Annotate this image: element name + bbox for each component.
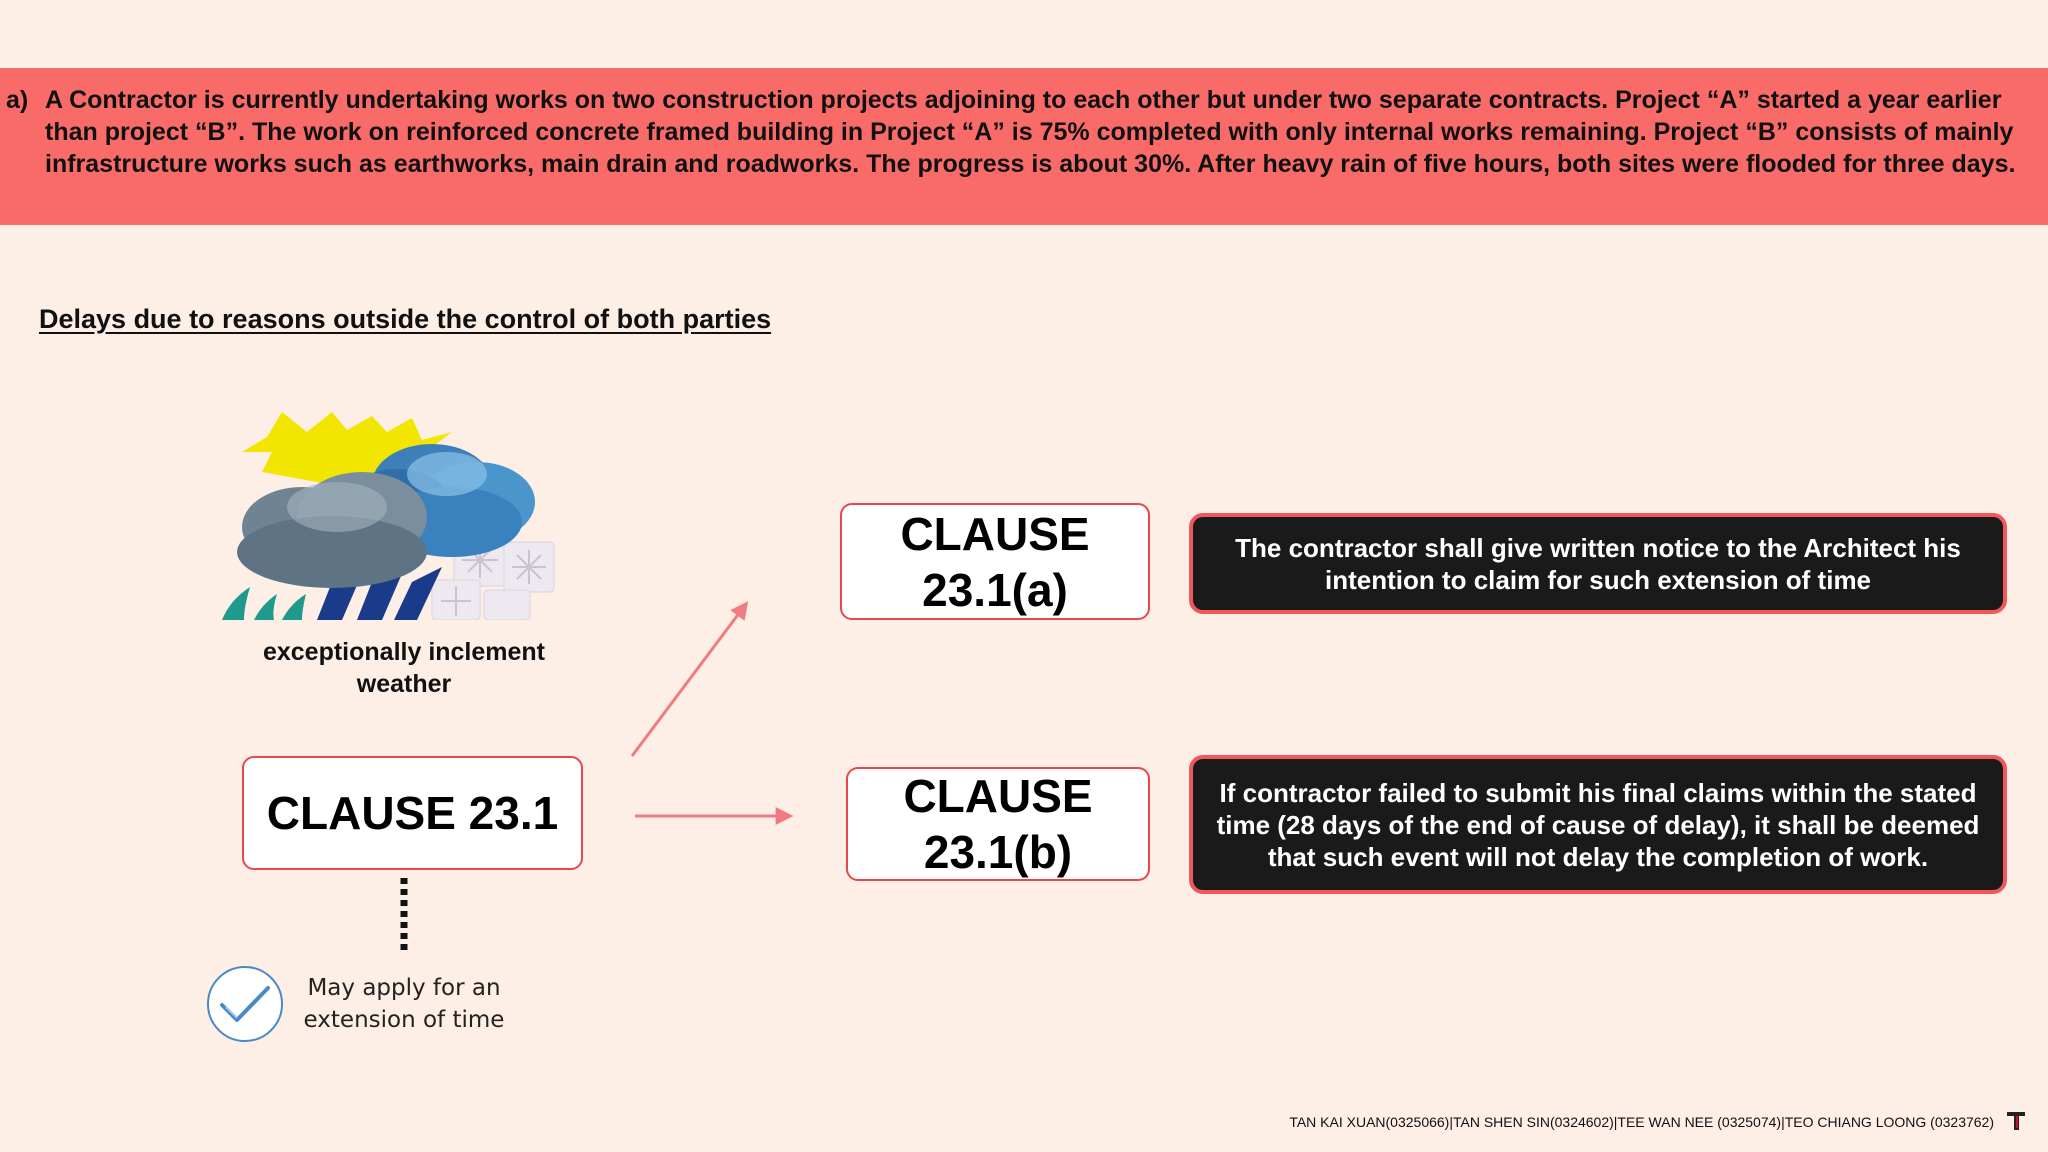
check-circle-icon (205, 964, 285, 1044)
section-heading: Delays due to reasons outside the control of both parties (39, 304, 772, 334)
clause-23-1a-box: CLAUSE 23.1(a) (840, 503, 1150, 620)
clause-23-1b-box: CLAUSE 23.1(b) (846, 767, 1150, 881)
extension-text: May apply for an extension of time (303, 975, 505, 1033)
question-text: A Contractor is currently undertaking works on two construction projects adjoining to each other but under two separate contracts. Project “A” started a year earlier than project “B”. The work on reinforced concrete framed building in Project “A” is 75% completed with only internal works remaining. Project “B” consists of mainly infrastructure works such as earthworks, main drain and roadworks. The progress is about 30%. After heavy rain of five hours, both sites were flooded for three days. (45, 86, 2016, 178)
question-label: a) (6, 86, 29, 114)
weather-storm-icon (222, 412, 562, 620)
footer-credits: TAN KAI XUAN(0325066)|TAN SHEN SIN(0324602)|TEE WAN NEE (0325074)|TEO CHIANG LOONG (0323762) (1289, 1114, 1994, 1130)
university-logo-icon (2005, 1110, 2027, 1132)
weather-caption: exceptionally inclement weather (262, 638, 546, 698)
clause-b-note: If contractor failed to submit his final claims within the stated time (28 days of the end of cause of delay), it shall be deemed that such event will not delay the completion of work. (1189, 755, 2007, 894)
clause-a-note: The contractor shall give written notice to the Architect his intention to claim for such extension of time (1189, 513, 2007, 614)
clause-23-1-box: CLAUSE 23.1 (242, 756, 583, 870)
arrow-to-clause-a (632, 604, 746, 756)
question-banner (0, 68, 2048, 225)
